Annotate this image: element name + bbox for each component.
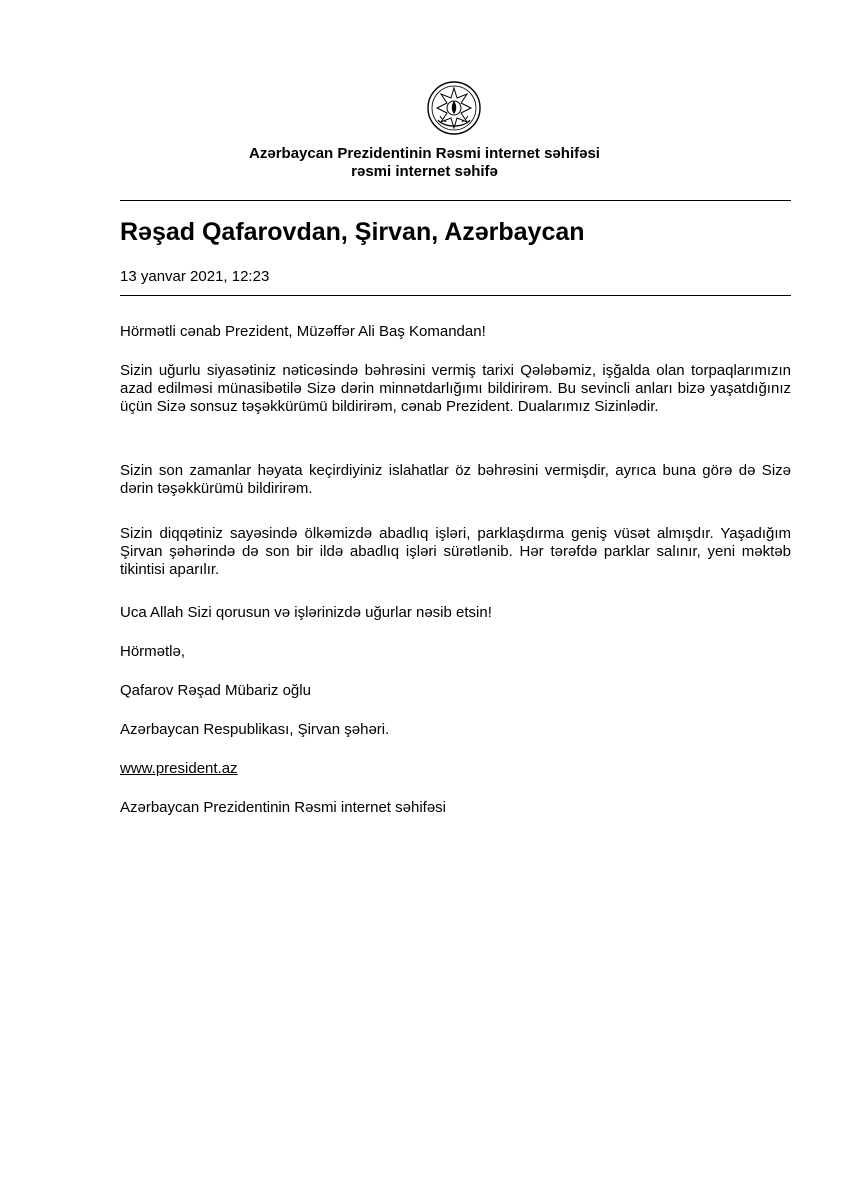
article-date: 13 yanvar 2021, 12:23 (120, 268, 270, 285)
site-title-line-1: Azərbaycan Prezidentinin Rəsmi internet səhifəsi (249, 145, 600, 162)
article-title: Rəşad Qafarovdan, Şirvan, Azərbaycan (120, 218, 585, 246)
source-link[interactable]: www.president.az (120, 760, 238, 777)
paragraph-2: Sizin son zamanlar həyata keçirdiyiniz islahatlar öz bəhrəsini vermişdir, ayrıca buna görə də Sizə dərin təşəkkürümü bildirirəm. (120, 462, 791, 497)
greeting-text: Hörmətli cənab Prezident, Müzəffər Ali Baş Komandan! (120, 323, 486, 340)
footer-source: Azərbaycan Prezidentinin Rəsmi internet səhifəsi (120, 799, 446, 816)
closing-text: Hörmətlə, (120, 643, 186, 660)
signature-name: Qafarov Rəşad Mübariz oğlu (120, 682, 311, 699)
title-divider (120, 295, 791, 296)
paragraph-1: Sizin uğurlu siyasətiniz nəticəsində bəhrəsini vermiş tarixi Qələbəmiz, işğalda olan torpaqlarımızın azad edilməsi münasibətilə Sizə dərin minnətdarlığımı bildirirəm. Bu sevincli anları bizə yaşatdığınız üçün Sizə sonsuz təşəkkürümü bildirirəm, cənab Prezident. Dualarımız Sizinlədir. (120, 362, 791, 415)
top-divider (120, 200, 791, 201)
site-title-line-2: rəsmi internet səhifə (351, 163, 498, 180)
azerbaijan-state-emblem-icon (426, 80, 482, 136)
paragraph-3: Sizin diqqətiniz sayəsində ölkəmizdə abadlıq işləri, parklaşdırma geniş vüsət almışdır. Yaşadığım Şirvan şəhərində də son bir ildə abadlıq işləri sürətlənib. Hər tərəfdə parklar salınır, yeni məktəb tikintisi aparılır. (120, 525, 791, 578)
wish-text: Uca Allah Sizi qorusun və işlərinizdə uğurlar nəsib etsin! (120, 604, 492, 621)
sender-location: Azərbaycan Respublikası, Şirvan şəhəri. (120, 721, 390, 738)
